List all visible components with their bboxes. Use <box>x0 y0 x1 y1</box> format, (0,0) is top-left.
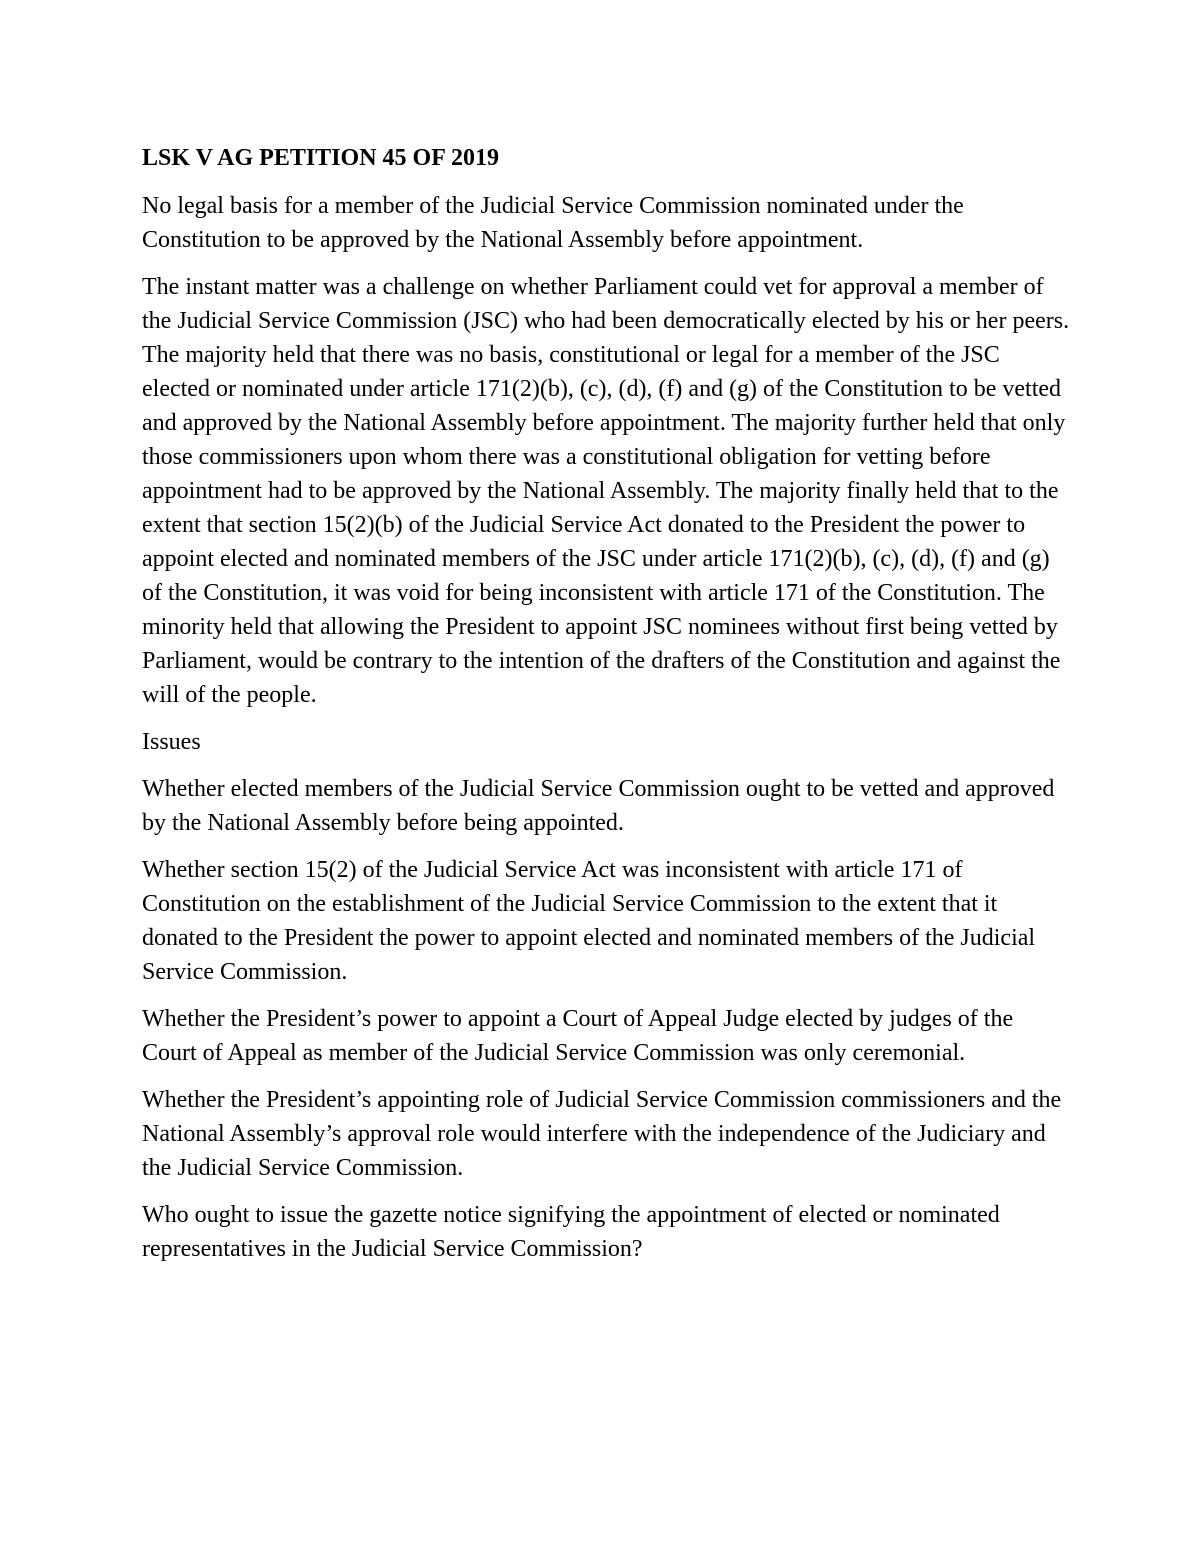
issue-paragraph: Whether section 15(2) of the Judicial Service Act was inconsistent with article 171 of Constitution on the establishment of the Judicial Service Commission to the extent that it donated to the President the power to appoint elected and nominated members of the Judicial Service Commission. <box>142 857 1036 985</box>
issues-heading: Issues <box>142 729 201 755</box>
case-title: LSK V AG PETITION 45 OF 2019 <box>142 145 499 171</box>
issue-paragraph: Whether the President’s power to appoint a Court of Appeal Judge elected by judges of the Court of Appeal as member of the Judicial Service Commission was only ceremonial. <box>142 1006 1014 1066</box>
issue-paragraph: Whether elected members of the Judicial Service Commission ought to be vetted and approved by the National Assembly before being appointed. <box>142 776 1055 836</box>
issue-paragraph: Whether the President’s appointing role of Judicial Service Commission commissioners and the National Assembly’s approval role would interfere with the independence of the Judiciary and the Judicial Service Commission. <box>142 1087 1062 1181</box>
summary-paragraph: The instant matter was a challenge on whether Parliament could vet for approval a member of the Judicial Service Commission (JSC) who had been democratically elected by his or her peers. The majority held that there was no basis, constitutional or legal for a member of the JSC elected or nominated under article 171(2)(b), (c), (d), (f) and (g) of the Constitution to be vetted and approved by the National Assembly before appointment. The majority further held that only those commissioners upon whom there was a constitutional obligation for vetting before appointment had to be approved by the National Assembly. The majority finally held that to the extent that section 15(2)(b) of the Judicial Service Act donated to the President the power to appoint elected and nominated members of the JSC under article 171(2)(b), (c), (d), (f) and (g) of the Constitution, it was void for being inconsistent with article 171 of the Constitution. The minority held that allowing the President to appoint JSC nominees without first being vetted by Parliament, would be contrary to the intention of the drafters of the Constitution and against the will of the people. <box>142 274 1070 708</box>
issue-paragraph: Who ought to issue the gazette notice signifying the appointment of elected or nominated representatives in the Judicial Service Commission? <box>142 1202 1000 1262</box>
document-body <box>142 140 1072 1279</box>
holding-paragraph: No legal basis for a member of the Judicial Service Commission nominated under the Constitution to be approved by the National Assembly before appointment. <box>142 193 964 253</box>
